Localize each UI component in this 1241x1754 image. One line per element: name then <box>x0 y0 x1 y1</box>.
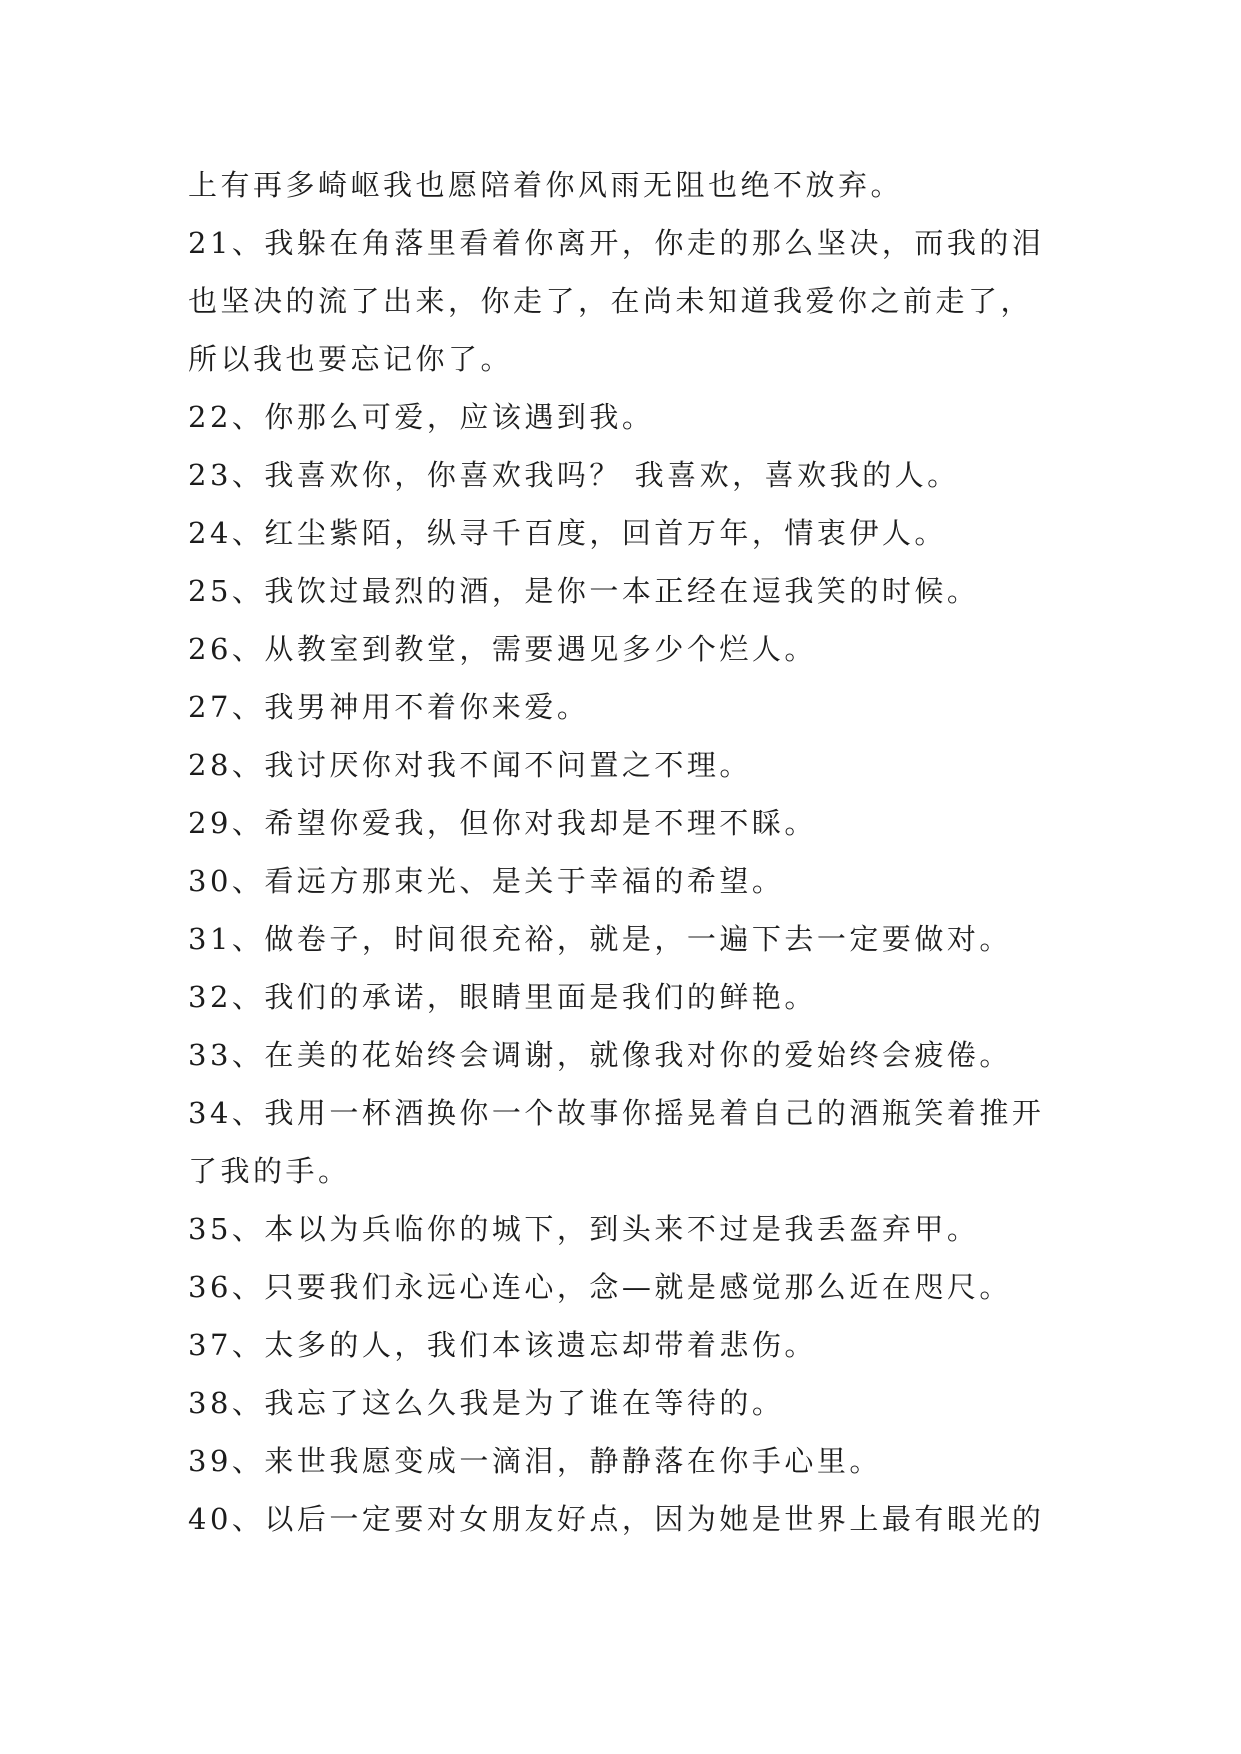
text-line: 33、在美的花始终会调谢，就像我对你的爱始终会疲倦。 <box>188 1038 1012 1072</box>
text-line: 40、以后一定要对女朋友好点，因为她是世界上最有眼光的 <box>188 1502 1045 1536</box>
text-body <box>188 156 1088 1548</box>
text-line: 38、我忘了这么久我是为了谁在等待的。 <box>188 1386 785 1420</box>
text-line: 29、希望你爱我，但你对我却是不理不睬。 <box>188 806 817 840</box>
text-line: 37、太多的人，我们本该遗忘却带着悲伤。 <box>188 1328 817 1362</box>
text-line: 22、你那么可爱，应该遇到我。 <box>188 400 655 434</box>
text-line: 21、我躲在角落里看着你离开，你走的那么坚决，而我的泪 <box>188 226 1045 260</box>
text-line: 25、我饮过最烈的酒，是你一本正经在逗我笑的时候。 <box>188 574 980 608</box>
text-line: 30、看远方那束光、是关于幸福的希望。 <box>188 864 785 898</box>
text-line: 32、我们的承诺，眼睛里面是我们的鲜艳。 <box>188 980 817 1014</box>
text-line: 34、我用一杯酒换你一个故事你摇晃着自己的酒瓶笑着推开 <box>188 1096 1045 1130</box>
text-line: 了我的手。 <box>188 1154 351 1188</box>
text-line: 也坚决的流了出来，你走了，在尚未知道我爱你之前走了， <box>188 284 1034 318</box>
text-line: 31、做卷子，时间很充裕，就是，一遍下去一定要做对。 <box>188 922 1012 956</box>
text-line: 24、红尘紫陌，纵寻千百度，回首万年，情衷伊人。 <box>188 516 947 550</box>
text-line: 所以我也要忘记你了。 <box>188 342 514 376</box>
text-line: 35、本以为兵临你的城下，到头来不过是我丢盔弃甲。 <box>188 1212 980 1246</box>
text-line: 28、我讨厌你对我不闻不问置之不理。 <box>188 748 752 782</box>
text-line: 39、来世我愿变成一滴泪，静静落在你手心里。 <box>188 1444 882 1478</box>
text-line: 23、我喜欢你，你喜欢我吗？ 我喜欢，喜欢我的人。 <box>188 458 960 492</box>
text-line: 27、我男神用不着你来爱。 <box>188 690 590 724</box>
text-line: 36、只要我们永远心连心，念—就是感觉那么近在咫尺。 <box>188 1270 1012 1304</box>
text-line: 26、从教室到教堂，需要遇见多少个烂人。 <box>188 632 817 666</box>
text-line: 上有再多崎岖我也愿陪着你风雨无阻也绝不放弃。 <box>188 168 904 202</box>
